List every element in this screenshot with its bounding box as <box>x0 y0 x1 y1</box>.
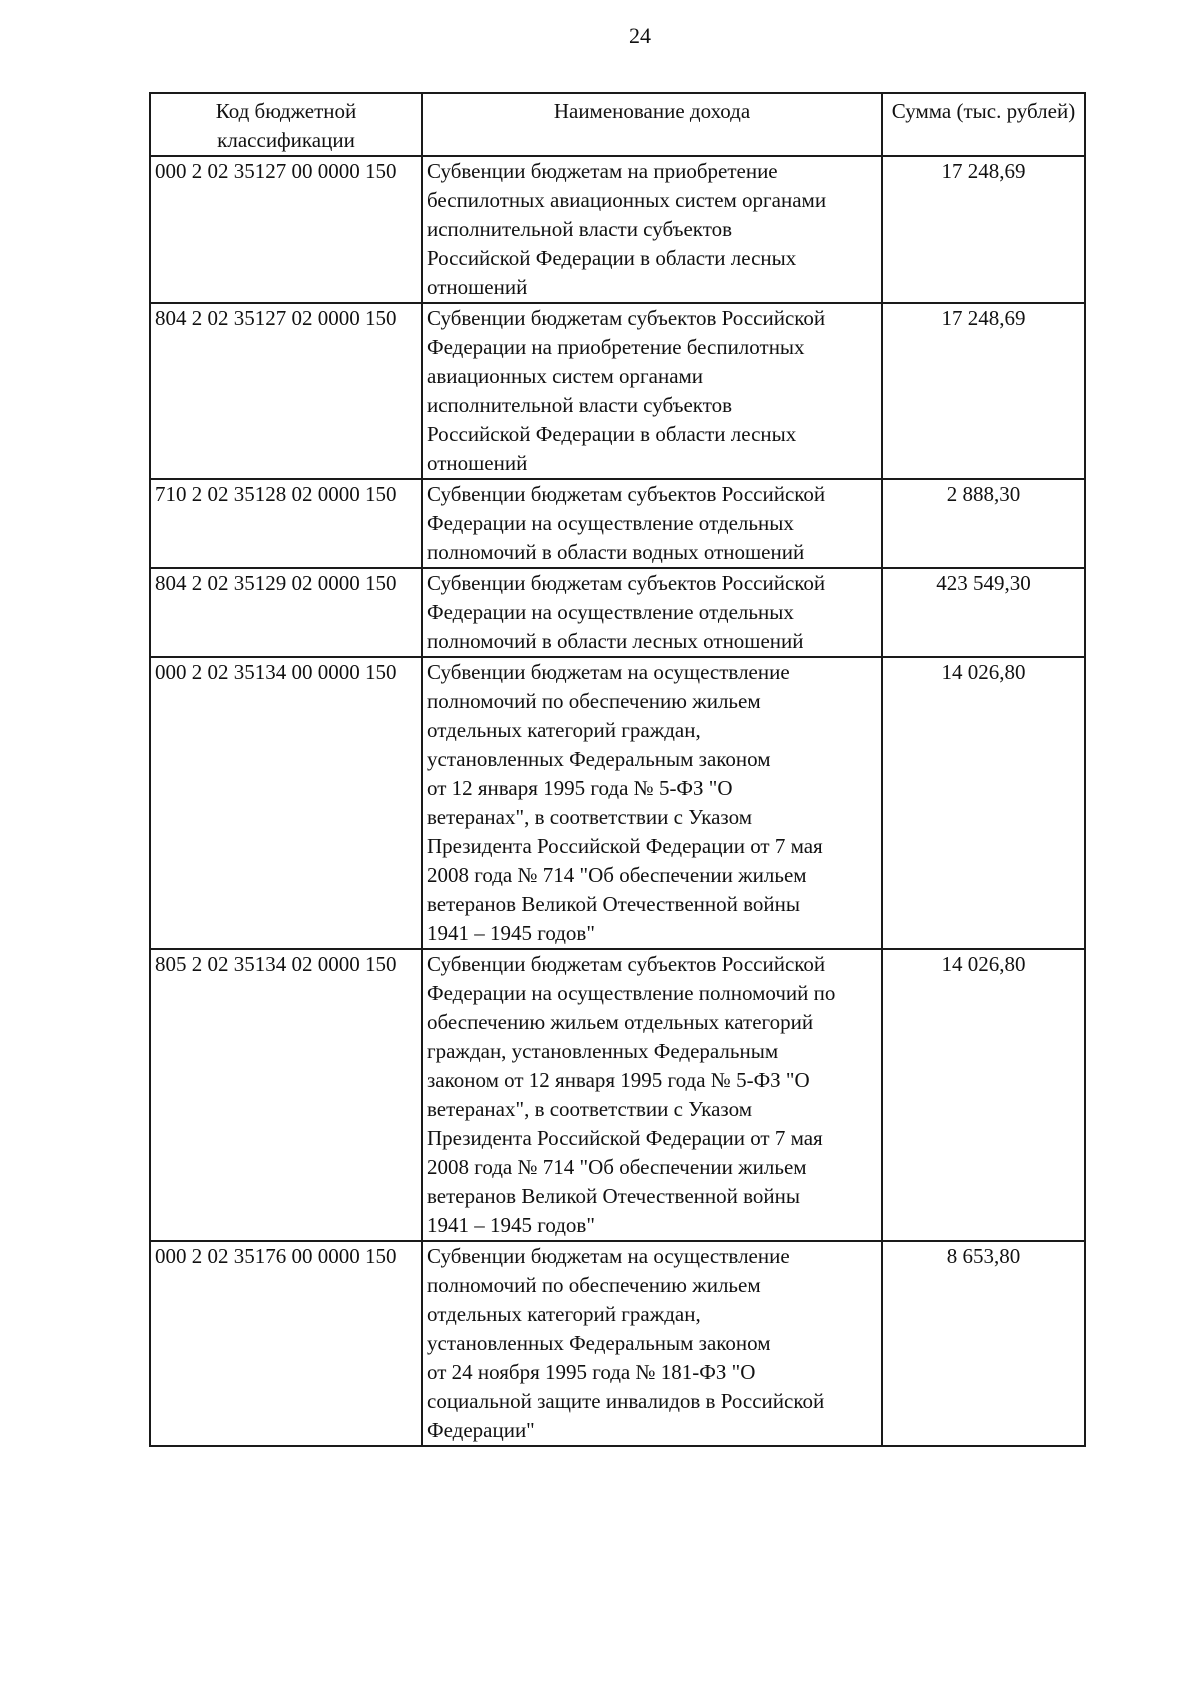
row-name-text: Субвенции бюджетам субъектов Российской Федерации на осуществление отдельных полномочий в области водных отношений <box>427 482 826 564</box>
table-row <box>150 657 1085 949</box>
row-code: 000 2 02 35176 00 0000 150 <box>150 1241 422 1446</box>
row-sum: 8 653,80 <box>882 1241 1085 1446</box>
row-code: 805 2 02 35134 02 0000 150 <box>150 949 422 1241</box>
budget-revenue-table <box>149 92 1086 1447</box>
row-sum: 2 888,30 <box>882 479 1085 568</box>
row-name <box>422 949 882 1241</box>
table-header-row <box>150 93 1085 156</box>
header-sum: Сумма (тыс. рублей) <box>882 93 1085 156</box>
row-code: 804 2 02 35129 02 0000 150 <box>150 568 422 657</box>
table-row <box>150 156 1085 303</box>
row-sum: 17 248,69 <box>882 303 1085 479</box>
row-sum: 14 026,80 <box>882 657 1085 949</box>
table-row <box>150 303 1085 479</box>
row-sum: 423 549,30 <box>882 568 1085 657</box>
row-name <box>422 156 882 303</box>
row-name <box>422 568 882 657</box>
row-code: 710 2 02 35128 02 0000 150 <box>150 479 422 568</box>
row-name-text: Субвенции бюджетам на приобретение беспилотных авиационных систем органами исполнительной власти субъектов Российской Федерации в области лесных отношений <box>427 159 827 299</box>
row-code: 000 2 02 35134 00 0000 150 <box>150 657 422 949</box>
row-name <box>422 303 882 479</box>
table-row <box>150 949 1085 1241</box>
row-name-text: Субвенции бюджетам субъектов Российской Федерации на приобретение беспилотных авиационных систем органами исполнительной власти субъектов Российской Федерации в области лесных отношений <box>427 306 826 475</box>
table-row <box>150 568 1085 657</box>
row-name <box>422 479 882 568</box>
header-code: Код бюджетной классификации <box>150 93 422 156</box>
row-name <box>422 1241 882 1446</box>
row-code: 000 2 02 35127 00 0000 150 <box>150 156 422 303</box>
row-name <box>422 657 882 949</box>
row-code: 804 2 02 35127 02 0000 150 <box>150 303 422 479</box>
table-row <box>150 479 1085 568</box>
table-row <box>150 1241 1085 1446</box>
row-name-text: Субвенции бюджетам на осуществление полномочий по обеспечению жильем отдельных категорий граждан, установленных Федеральным законом от 12 января 1995 года № 5-ФЗ "О ветеранах", в соответствии с Указом Президента Российской Федерации от 7 мая 2008 года № 714 "Об обеспечении жильем ветеранов Великой Отечественной войны 1941 – 1945 годов" <box>427 660 823 945</box>
row-name-text: Субвенции бюджетам субъектов Российской Федерации на осуществление отдельных полномочий в области лесных отношений <box>427 571 826 653</box>
page-number: 24 <box>629 23 651 48</box>
row-name-text: Субвенции бюджетам на осуществление полномочий по обеспечению жильем отдельных категорий граждан, установленных Федеральным законом от 24 ноября 1995 года № 181-ФЗ "О социальной защите инвалидов в Российской Федерации" <box>427 1244 825 1442</box>
row-name-text: Субвенции бюджетам субъектов Российской Федерации на осуществление полномочий по обеспечению жильем отдельных категорий граждан, установленных Федеральным законом от 12 января 1995 года № 5-ФЗ "О ветеранах", в соответствии с Указом Президента Российской Федерации от 7 мая 2008 года № 714 "Об обеспечении жильем ветеранов Великой Отечественной войны 1941 – 1945 годов" <box>427 952 836 1237</box>
row-sum: 17 248,69 <box>882 156 1085 303</box>
header-name: Наименование дохода <box>422 93 882 156</box>
row-sum: 14 026,80 <box>882 949 1085 1241</box>
